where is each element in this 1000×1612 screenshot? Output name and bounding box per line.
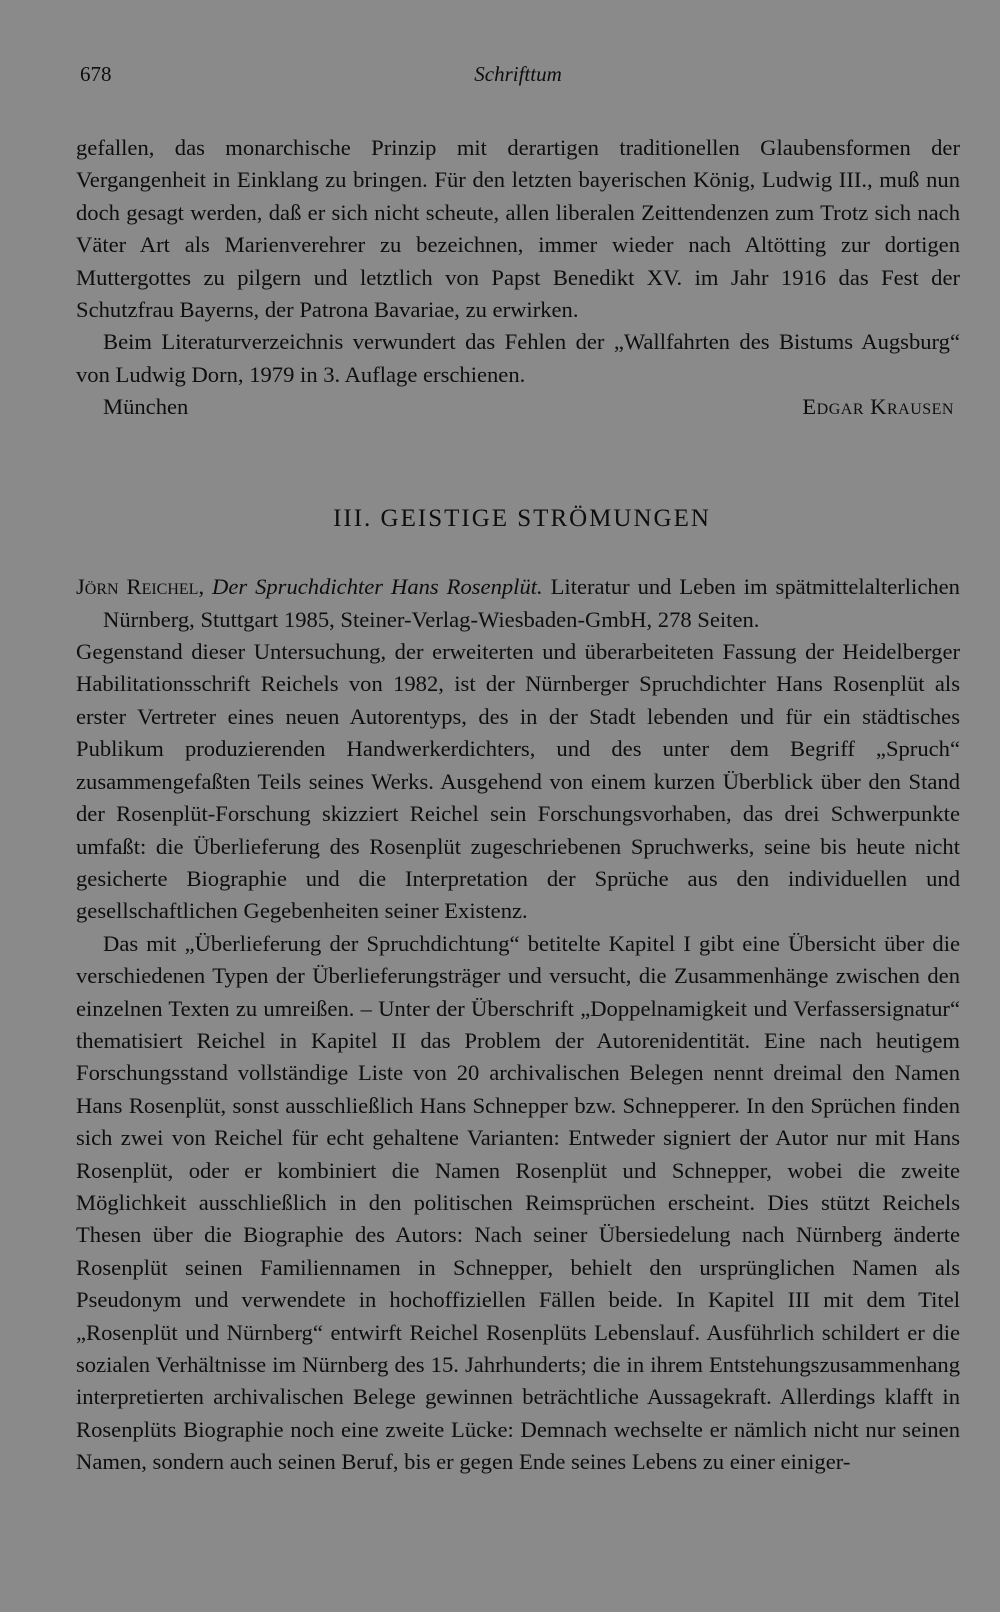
page-header — [76, 58, 960, 88]
review-paragraph: Gegenstand dieser Untersuchung, der erweiterten und überarbeiteten Fassung der Heidelberger Habilitationsschrift Reichels von 1982, ist der Nürnberger Spruchdichter Hans Rosenplüt als erster Vertreter eines neuen Autorentyps, des in der Stadt lebenden und für ein städtisches Publikum produzierenden Handwerkerdichters, und des unter dem Begriff „Spruch“ zusammengefaßten Teils seines Werks. Ausgehend von einem kurzen Überblick über den Stand der Rosenplüt-Forschung skizziert Reichel sein Forschungsvorhaben, das drei Schwerpunkte umfaßt: die Überlieferung des Rosenplüt zugeschriebenen Spruchwerks, seine bis heute nicht gesicherte Biographie und die Interpretation der Sprüche aus den individuellen und gesellschaftlichen Gegebenheiten seiner Existenz. — [76, 639, 960, 924]
review-book-title: Der Spruchdichter Hans Rosenplüt. — [212, 574, 543, 600]
review-book-bibliography: Literatur und Leben im spätmittelalterlichen Nürnberg, Stuttgart 1985, Steiner-Verlag-Wiesbaden-GmbH, 278 Seiten. — [103, 574, 960, 632]
running-title: Schrifttum — [474, 62, 562, 86]
review-citation — [76, 571, 960, 636]
review-paragraph: Das mit „Überlieferung der Spruchdichtung“ betitelte Kapitel I gibt eine Übersicht über die verschiedenen Typen der Überlieferungsträger und versucht, die Zusammenhänge zwischen den einzelnen Texten zu umreißen. – Unter der Überschrift „Doppelnamigkeit und Verfassersignatur“ thematisiert Reichel in Kapitel II das Problem der Autorenidentität. Eine nach heutigem Forschungsstand vollständige Liste von 20 archivalischen Belegen nennt dreimal den Namen Hans Rosenplüt, sonst ausschließlich Hans Schnepper bzw. Schnepperer. In den Sprüchen finden sich zwei von Reichel für echt gehaltene Varianten: Entweder signiert der Autor nur mit Hans Rosenplüt, oder er kombiniert die Namen Rosenplüt und Schnepper, wobei die zweite Möglichkeit ausschließlich in den politischen Reimsprüchen erscheint. Dies stützt Reichels Thesen über die Biographie des Autors: Nach seiner Übersiedelung nach Nürnberg änderte Rosenplüt seinen Familiennamen in Schnepper, behielt den ursprünglichen Namen als Pseudonym und verwendete in hochoffiziellen Fällen beide. In Kapitel III mit dem Titel „Rosenplüt und Nürnberg“ entwirft Reichel Rosenplüts Lebenslauf. Ausführlich schildert er die sozialen Verhältnisse im Nürnberg des 15. Jahrhunderts; die in ihrem Entstehungszusammenhang interpretierten archivalischen Belege gewinnen beträchtliche Aussagekraft. Allerdings klafft in Rosenplüts Biographie noch eine zweite Lücke: Demnach wechselte er nämlich nicht nur seinen Namen, sondern auch seinen Beruf, bis er gegen Ende seines Lebens zu einer einiger- — [76, 930, 960, 1475]
review-body — [76, 636, 960, 1479]
section-heading: III. GEISTIGE STRÖMUNGEN — [333, 505, 711, 533]
previous-review-paragraph: gefallen, das monarchische Prinzip mit derartigen traditionellen Glaubensformen der Vergangenheit in Einklang zu bringen. Für den letzten bayerischen König, Ludwig III., muß nun doch gesagt werden, daß er sich nicht scheute, allen liberalen Zeittendenzen zum Trotz sich nach Väter Art als Marienverehrer zu bezeichnen, immer wieder nach Altötting zur dortigen Muttergottes zu pilgern und letztlich von Papst Benedikt XV. im Jahr 1916 das Fest der Schutzfrau Bayerns, der Patrona Bavariae, zu erwirken. — [76, 135, 960, 323]
review-signature — [76, 391, 960, 423]
previous-review-paragraph: Beim Literaturverzeichnis verwundert das Fehlen der „Wallfahrten des Bistums Augsburg“ von Ludwig Dorn, 1979 in 3. Auflage erschienen. — [76, 329, 960, 387]
signature-reviewer: Edgar Krausen — [802, 394, 954, 420]
page-number: 678 — [80, 62, 112, 86]
review-book-author: Jörn Reichel, — [76, 574, 205, 600]
previous-review-ending — [76, 132, 960, 391]
signature-place: München — [103, 394, 189, 420]
book-page — [76, 58, 960, 1479]
